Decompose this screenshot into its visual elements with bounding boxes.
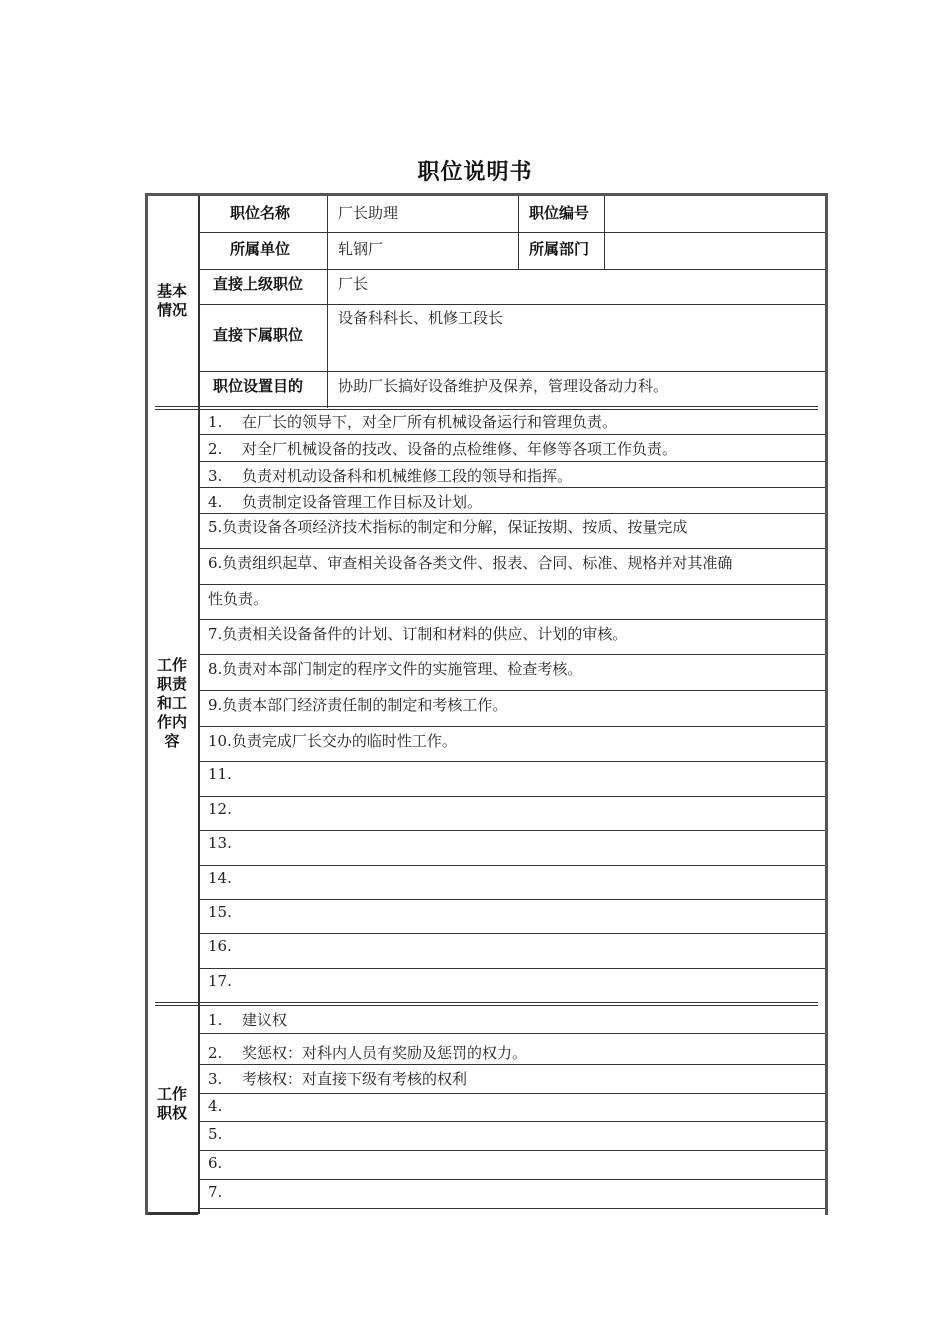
section-label-authority bbox=[152, 1085, 192, 1123]
divider bbox=[200, 726, 825, 727]
divider bbox=[155, 406, 818, 407]
authority-item-text: 5. bbox=[208, 1125, 223, 1143]
divider bbox=[518, 196, 519, 270]
duty-item-text: 5.负责设备各项经济技术指标的制定和分解，保证按期、按质、按量完成 bbox=[208, 518, 688, 536]
authority-item-text: 6. bbox=[208, 1154, 223, 1172]
divider bbox=[200, 690, 825, 691]
purpose-value: 协助厂长搞好设备维护及保养，管理设备动力科。 bbox=[338, 377, 669, 395]
duty-item-number: 4. bbox=[208, 493, 223, 511]
position-name-label: 职位名称 bbox=[230, 204, 291, 222]
section-label-basic bbox=[152, 282, 192, 320]
authority-item-number: 3. bbox=[208, 1070, 223, 1088]
divider bbox=[200, 796, 825, 797]
duty-item bbox=[208, 552, 732, 573]
subordinate-label: 直接下属职位 bbox=[213, 326, 304, 344]
divider bbox=[155, 409, 818, 410]
superior-value: 厂长 bbox=[338, 275, 369, 293]
duty-item-number: 3. bbox=[208, 467, 223, 485]
duty-item bbox=[208, 438, 677, 459]
duty-item-text: 17. bbox=[208, 972, 232, 990]
authority-item bbox=[208, 1183, 222, 1201]
duty-item-text: 负责对机动设备科和机械维修工段的领导和指挥。 bbox=[242, 467, 573, 485]
duty-item bbox=[208, 800, 232, 818]
duty-item bbox=[208, 834, 232, 852]
duty-item bbox=[208, 694, 507, 715]
duty-item-text: 10.负责完成厂长交办的临时性工作。 bbox=[208, 732, 457, 750]
duty-item bbox=[208, 465, 572, 486]
superior-label: 直接上级职位 bbox=[213, 275, 304, 293]
purpose-label: 职位设置目的 bbox=[213, 377, 304, 395]
divider bbox=[200, 1064, 825, 1065]
duty-item-text: 13. bbox=[208, 834, 232, 852]
divider bbox=[200, 1179, 825, 1180]
duty-item-text: 性负责。 bbox=[208, 590, 269, 608]
divider bbox=[200, 968, 825, 969]
duty-item bbox=[208, 491, 482, 512]
divider bbox=[200, 1208, 825, 1209]
authority-item-text: 奖惩权：对科内人员有奖励及惩罚的权力。 bbox=[242, 1044, 528, 1062]
divider bbox=[200, 865, 825, 866]
section-label-basic-text: 基本情况 bbox=[156, 282, 187, 319]
unit-value: 轧钢厂 bbox=[338, 240, 384, 258]
duty-item-number: 1. bbox=[208, 413, 223, 431]
divider bbox=[604, 196, 605, 270]
duty-item-text: 14. bbox=[208, 869, 232, 887]
duty-item bbox=[208, 658, 582, 679]
duty-item-text: 12. bbox=[208, 800, 232, 818]
duty-item-text: 15. bbox=[208, 903, 232, 921]
divider bbox=[200, 461, 825, 462]
divider bbox=[200, 371, 825, 372]
divider bbox=[148, 1212, 198, 1215]
divider bbox=[200, 434, 825, 435]
divider bbox=[200, 1033, 825, 1034]
divider bbox=[200, 232, 825, 233]
divider bbox=[200, 619, 825, 620]
divider bbox=[200, 654, 825, 655]
divider bbox=[200, 1150, 825, 1151]
duty-item bbox=[208, 516, 687, 537]
authority-item-text: 7. bbox=[208, 1183, 223, 1201]
divider bbox=[200, 584, 825, 585]
divider bbox=[200, 487, 825, 488]
authority-item bbox=[208, 1154, 222, 1172]
duty-item-text: 6.负责组织起草、审查相关设备各类文件、报表、合同、标准、规格并对其准确 bbox=[208, 554, 733, 572]
divider bbox=[200, 1093, 825, 1094]
duty-item bbox=[208, 730, 457, 751]
duty-item-text: 7.负责相关设备备件的计划、订制和材料的供应、计划的审核。 bbox=[208, 625, 628, 643]
authority-item bbox=[208, 1125, 222, 1143]
divider bbox=[200, 513, 825, 514]
position-code-label: 职位编号 bbox=[529, 204, 590, 222]
divider bbox=[327, 196, 328, 408]
position-name-value: 厂长助理 bbox=[338, 204, 399, 222]
duty-item bbox=[208, 765, 232, 783]
authority-item-text: 建议权 bbox=[242, 1011, 288, 1029]
section-label-duties bbox=[152, 656, 192, 751]
duty-item-number: 2. bbox=[208, 440, 223, 458]
authority-item bbox=[208, 1068, 467, 1089]
divider bbox=[155, 1005, 818, 1006]
duty-item bbox=[208, 588, 268, 609]
section-label-duties-text: 工作 职责 和工 作内 容 bbox=[156, 656, 187, 750]
authority-item bbox=[208, 1009, 287, 1030]
divider bbox=[198, 196, 200, 1214]
authority-item-number: 1. bbox=[208, 1011, 223, 1029]
section-label-authority-text: 工作 职权 bbox=[156, 1085, 187, 1122]
divider bbox=[200, 269, 825, 270]
duty-item-text: 11. bbox=[208, 765, 232, 783]
duty-item bbox=[208, 411, 617, 432]
divider bbox=[200, 830, 825, 831]
divider bbox=[200, 899, 825, 900]
duty-item-text: 对全厂机械设备的技改、设备的点检维修、年修等各项工作负责。 bbox=[242, 440, 678, 458]
duty-item bbox=[208, 937, 232, 955]
authority-item bbox=[208, 1042, 527, 1063]
divider bbox=[200, 548, 825, 549]
divider bbox=[155, 1002, 818, 1003]
divider bbox=[200, 761, 825, 762]
duty-item bbox=[208, 869, 232, 887]
authority-item-text: 考核权：对直接下级有考核的权利 bbox=[242, 1070, 468, 1088]
unit-label: 所属单位 bbox=[230, 240, 291, 258]
authority-item bbox=[208, 1097, 222, 1115]
page-title: 职位说明书 bbox=[417, 160, 533, 185]
duty-item-text: 16. bbox=[208, 937, 232, 955]
authority-item-text: 4. bbox=[208, 1097, 223, 1115]
duty-item-text: 负责制定设备管理工作目标及计划。 bbox=[242, 493, 483, 511]
duty-item-text: 8.负责对本部门制定的程序文件的实施管理、检查考核。 bbox=[208, 660, 583, 678]
authority-item-number: 2. bbox=[208, 1044, 223, 1062]
divider bbox=[200, 933, 825, 934]
dept-label: 所属部门 bbox=[529, 240, 590, 258]
divider bbox=[200, 304, 825, 305]
duty-item bbox=[208, 903, 232, 921]
duty-item bbox=[208, 623, 627, 644]
subordinate-value: 设备科科长、机修工段长 bbox=[338, 309, 504, 327]
duty-item-text: 在厂长的领导下，对全厂所有机械设备运行和管理负责。 bbox=[242, 413, 618, 431]
divider bbox=[200, 1121, 825, 1122]
duty-item-text: 9.负责本部门经济责任制的制定和考核工作。 bbox=[208, 696, 508, 714]
duty-item bbox=[208, 972, 232, 990]
